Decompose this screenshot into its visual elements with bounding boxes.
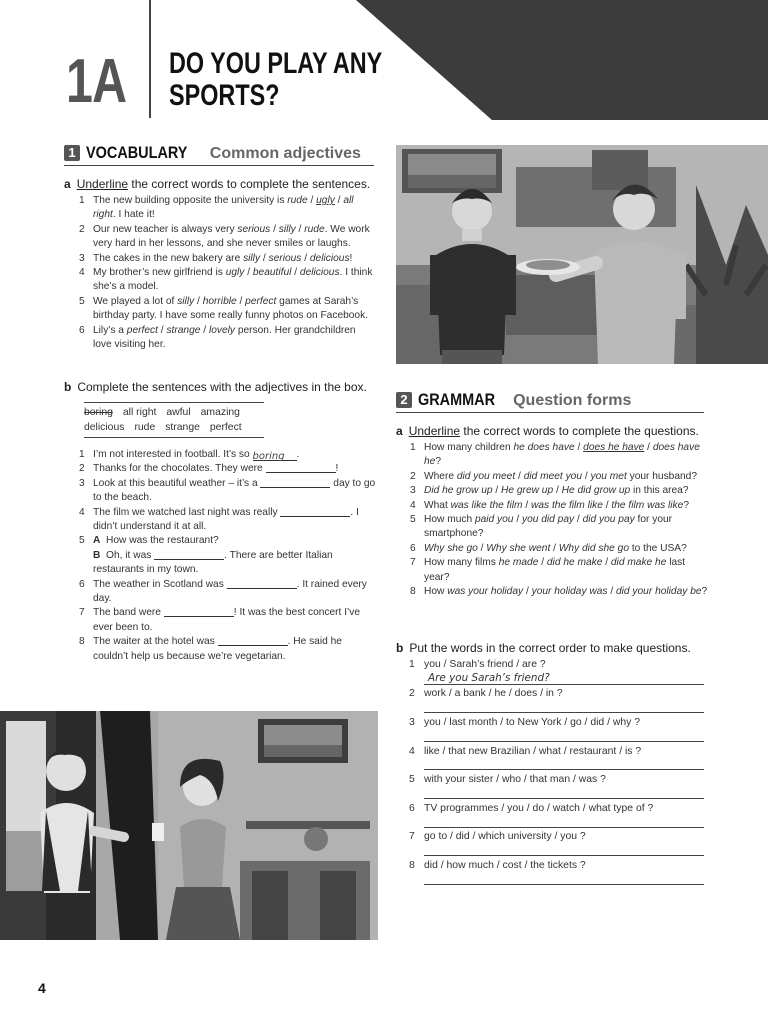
answer-blank[interactable]: [227, 578, 297, 589]
list-item: 7 How many films he made / did he make / did make he last year?: [410, 557, 686, 583]
word-box-word: boring: [84, 407, 113, 418]
list-item: 5 A How was the restaurant? B Oh, it was . There are better Italian restaurants in my town.: [79, 535, 333, 576]
answer-blank[interactable]: [266, 462, 336, 473]
grammar-heading: [396, 390, 704, 413]
word-box-top-rule: [84, 402, 264, 403]
question-item: 4 like / that new Brazilian / what / restaurant / is ?: [409, 746, 642, 757]
question-answer: Are you Sarah’s friend?: [428, 672, 550, 684]
grammar-title: GRAMMAR: [418, 390, 496, 409]
unit-title: [169, 48, 426, 112]
list-item: 4 What was like the film / was the film like / the film was like?: [410, 499, 689, 511]
answer-blank[interactable]: [218, 635, 288, 646]
list-item: 4 The film we watched last night was really . I didn’t understand it at all.: [79, 506, 359, 533]
word-box-row: [84, 406, 264, 421]
question-item: 3 you / last month / to New York / go / did / why ?: [409, 717, 641, 728]
grammar-task-b: [396, 641, 691, 655]
answer-line[interactable]: [424, 827, 704, 828]
grammar-task-a: [396, 424, 699, 438]
list-item: 6 Why she go / Why she went / Why did she go to the USA?: [410, 542, 687, 554]
grammar-number: 2: [396, 392, 412, 408]
list-item: 3 Did he grow up / He grew up / He did grow up in this area?: [410, 485, 689, 497]
question-item: 8 did / how much / cost / the tickets ?: [409, 860, 586, 871]
list-item: 6 Lily’s a perfect / strange / lovely person. Her grandchildren love visiting her.: [79, 324, 356, 351]
word-box-word: delicious: [84, 421, 125, 433]
list-item: 1 How many children he does have / does he have / does have he?: [410, 442, 700, 468]
word-box-word: rude: [134, 421, 156, 433]
word-box-word: awful: [166, 407, 191, 418]
answer-line[interactable]: [424, 798, 704, 799]
list-item: 6 The weather in Scotland was . It rained every day.: [79, 578, 367, 605]
list-item: 5 How much paid you / you did pay / did you pay for your smartphone?: [410, 514, 673, 540]
vocabulary-number: 1: [64, 145, 80, 161]
answer-line[interactable]: [424, 712, 704, 713]
page-number: 4: [38, 980, 46, 996]
vocab-task-a: [64, 177, 370, 191]
list-item: 1 The new building opposite the university is rude / ugly / all right. I hate it!: [79, 195, 354, 221]
vocab-task-b: [64, 380, 367, 394]
list-item: 2 Our new teacher is always very serious / silly / rude. We work very hard in her lessons, and she never smiles or laughs.: [79, 223, 370, 250]
word-box-row: [84, 421, 264, 436]
question-item: 5 with your sister / who / that man / was ?: [409, 774, 606, 785]
word-box-word: perfect: [209, 421, 242, 433]
list-item: 1 I’m not interested in football. It’s so boring .: [79, 449, 300, 462]
grammar-subtitle: Question forms: [513, 392, 632, 409]
illustration-couple-in-room: [0, 711, 378, 940]
list-item: 8 How was your holiday / your holiday was / did your holiday be?: [410, 586, 708, 598]
vocab-b-list: [79, 448, 377, 664]
task-letter: a: [396, 424, 403, 438]
answer-line[interactable]: [424, 684, 704, 685]
vocabulary-heading: [64, 143, 374, 166]
question-item: 1 you / Sarah’s friend / are ?: [409, 659, 546, 670]
vocab-a-list: [79, 194, 377, 352]
list-item: 5 We played a lot of silly / horrible / perfect games at Sarah’s birthday party. I have some really funny photos on Facebook.: [79, 295, 369, 322]
list-item: 3 The cakes in the new bakery are silly / serious / delicious!: [79, 252, 353, 264]
word-box-word: all right: [122, 407, 157, 418]
word-box: [84, 406, 264, 435]
task-instruction: Put the words in the correct order to make questions.: [409, 641, 691, 655]
unit-title-line1: DO YOU PLAY ANY: [169, 47, 383, 80]
task-instruction: Complete the sentences with the adjectives in the box.: [77, 380, 367, 394]
answer-blank[interactable]: [164, 606, 234, 617]
unit-title-line2: SPORTS?: [169, 79, 280, 112]
task-verb: Underline: [408, 424, 461, 438]
question-item: 7 go to / did / which university / you ?: [409, 831, 586, 842]
answer-line[interactable]: [424, 741, 704, 742]
list-item: 3 Look at this beautiful weather – it’s a day to go to the beach.: [79, 477, 376, 504]
question-item: 2 work / a bank / he / does / in ?: [409, 688, 563, 699]
task-letter: b: [396, 641, 404, 655]
answer-blank[interactable]: [280, 506, 350, 517]
task-letter: b: [64, 380, 72, 394]
list-item: 2 Where did you meet / did meet you / you met your husband?: [410, 470, 698, 482]
task-letter: a: [64, 177, 71, 191]
grammar-a-list: [410, 441, 710, 599]
list-item: 2 Thanks for the chocolates. They were !: [79, 463, 339, 475]
unit-code: 1A: [66, 47, 127, 116]
vocabulary-title: VOCABULARY: [86, 143, 188, 162]
list-item: 7 The band were ! It was the best concert I’ve ever been to.: [79, 607, 361, 633]
answer-blank[interactable]: [260, 477, 330, 488]
word-box-word: strange: [165, 421, 200, 433]
answer-line[interactable]: [424, 769, 704, 770]
word-box-bottom-rule: [84, 437, 264, 438]
answer-line[interactable]: [424, 884, 704, 885]
answer-blank[interactable]: [154, 549, 224, 560]
header-divider: [149, 0, 151, 118]
task-verb: Underline: [76, 177, 129, 191]
task-instruction: the correct words to complete the questions.: [460, 424, 699, 438]
answer-line[interactable]: [424, 855, 704, 856]
answer-blank[interactable]: boring: [253, 450, 297, 461]
task-instruction: the correct words to complete the sentences.: [128, 177, 371, 191]
vocabulary-subtitle: Common adjectives: [209, 145, 361, 162]
list-item: 4 My brother’s new girlfriend is ugly / beautiful / delicious. I think she’s a model.: [79, 267, 373, 293]
illustration-men-with-pizza: [396, 145, 768, 364]
word-box-word: amazing: [200, 407, 240, 418]
question-item: 6 TV programmes / you / do / watch / what type of ?: [409, 803, 654, 814]
list-item: 8 The waiter at the hotel was . He said he couldn’t help us because we’re vegetarian.: [79, 636, 342, 662]
